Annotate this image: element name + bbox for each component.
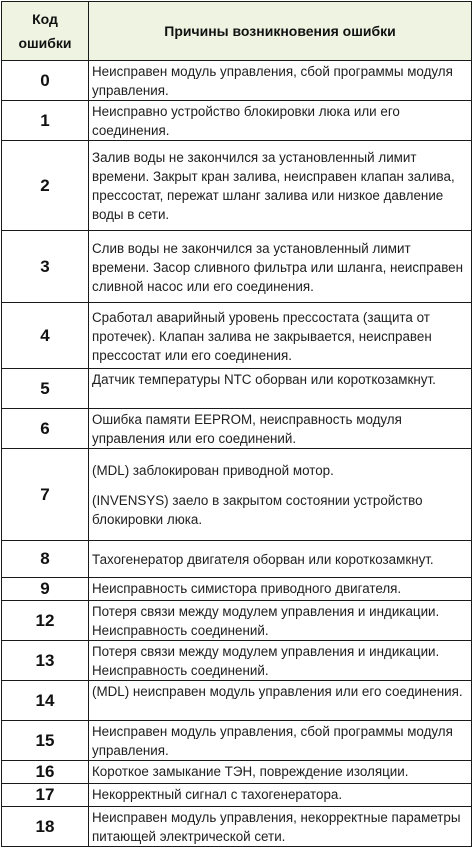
error-code: 2 <box>2 141 89 231</box>
error-code: 16 <box>2 761 89 784</box>
error-description: Потеря связи между модулем управления и индикации. Неисправность соединений. <box>89 641 472 681</box>
error-code: 8 <box>2 541 89 578</box>
table-row <box>2 369 472 409</box>
table-row <box>2 409 472 449</box>
error-code: 13 <box>2 641 89 681</box>
error-description: Неисправно устройство блокировки люка или его соединения. <box>89 101 472 141</box>
table-row <box>2 578 472 601</box>
error-description: Неисправен модуль управления, сбой программы модуля управления. <box>89 61 472 101</box>
error-code: 15 <box>2 721 89 761</box>
table-row <box>2 761 472 784</box>
table-row <box>2 541 472 578</box>
error-code: 7 <box>2 449 89 541</box>
error-description: Потеря связи между модулем управления и индикации. Неисправность соединений. <box>89 601 472 641</box>
table-row <box>2 807 472 847</box>
code-header-line1: Код <box>32 11 58 27</box>
error-description: Датчик температуры NTC оборван или короткозамкнут. <box>89 369 472 409</box>
error-description-invensys: (INVENSYS) заело в закрытом состоянии устройство блокировки люка. <box>92 493 423 527</box>
table-row <box>2 784 472 807</box>
code-column-header <box>2 2 89 61</box>
error-description: Сработал аварийный уровень прессостата (защита от протечек). Клапан залива не закрывается, неисправен прессостат или его соединения. <box>89 303 472 369</box>
error-description: (MDL) неисправен модуль управления или его соединения. <box>89 681 472 721</box>
error-description-mdl: (MDL) заблокирован приводной мотор. <box>92 463 334 478</box>
error-code: 12 <box>2 601 89 641</box>
error-description: Тахогенератор двигателя оборван или короткозамкнут. <box>89 541 472 578</box>
table-row <box>2 141 472 231</box>
error-description: Ошибка памяти EEPROM, неисправность модуля управления или его соединений. <box>89 409 472 449</box>
table-row <box>2 681 472 721</box>
error-code: 5 <box>2 369 89 409</box>
error-code: 17 <box>2 784 89 807</box>
error-description: Короткое замыкание ТЭН, повреждение изоляции. <box>89 761 472 784</box>
error-description: Неисправен модуль управления, некорректные параметры питающей электрической сети. <box>89 807 472 847</box>
error-description: Слив воды не закончился за установленный лимит времени. Засор сливного фильтра или шланга, неисправен сливной насос или его соединения. <box>89 231 472 303</box>
error-description: Неисправность симистора приводного двигателя. <box>89 578 472 601</box>
table-row <box>2 641 472 681</box>
error-description: Некорректный сигнал с тахогенератора. <box>89 784 472 807</box>
error-code: 18 <box>2 807 89 847</box>
reason-column-header: Причины возникновения ошибки <box>89 2 472 61</box>
error-description: Залив воды не закончился за установленный лимит времени. Закрыт кран залива, неисправен клапан залива, прессостат, пережат шланг залива или низкое давление воды в сети. <box>89 141 472 231</box>
table-row <box>2 61 472 101</box>
table-row <box>2 231 472 303</box>
error-code: 6 <box>2 409 89 449</box>
error-code: 0 <box>2 61 89 101</box>
error-description <box>89 449 472 541</box>
error-code: 3 <box>2 231 89 303</box>
table-row <box>2 449 472 541</box>
table-header-row <box>2 2 472 61</box>
error-code: 4 <box>2 303 89 369</box>
table-row <box>2 721 472 761</box>
code-header-line2: ошибки <box>18 35 72 51</box>
table-row <box>2 303 472 369</box>
error-codes-table <box>1 1 472 847</box>
table-row <box>2 101 472 141</box>
error-code: 1 <box>2 101 89 141</box>
error-code: 9 <box>2 578 89 601</box>
error-code: 14 <box>2 681 89 721</box>
table-row <box>2 601 472 641</box>
error-description: Неисправен модуль управления, сбой программы модуля управления. <box>89 721 472 761</box>
